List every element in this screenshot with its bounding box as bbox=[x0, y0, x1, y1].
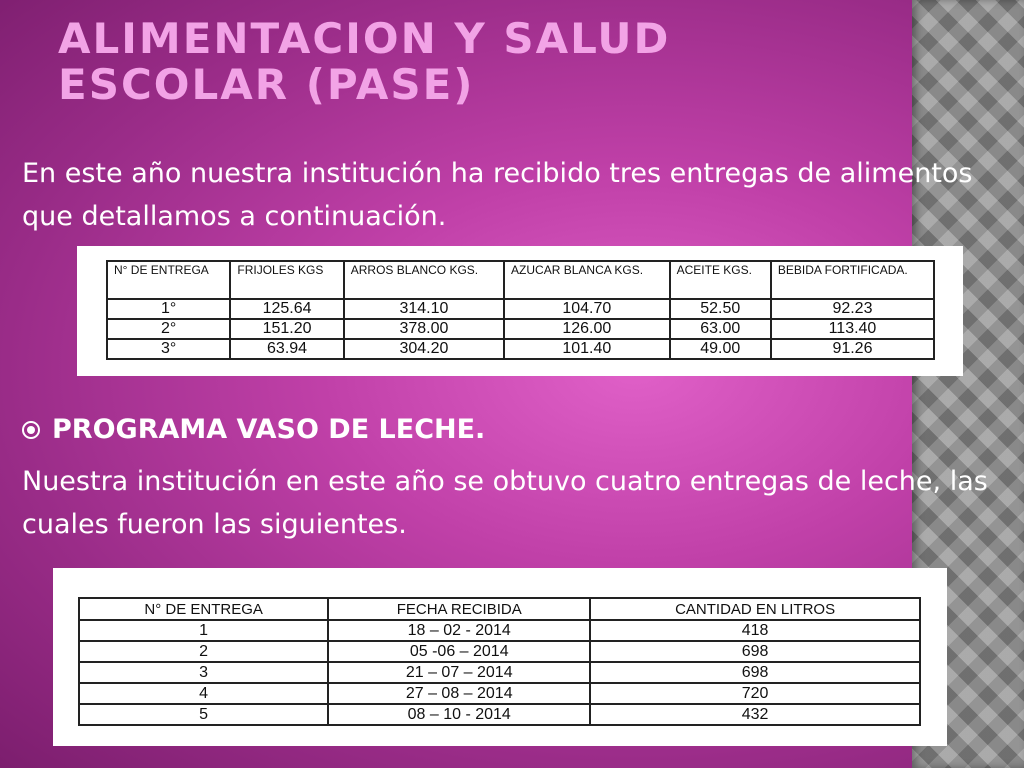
table-cell: 378.00 bbox=[344, 319, 504, 339]
column-header: CANTIDAD EN LITROS bbox=[590, 598, 920, 620]
program-paragraph: Nuestra institución en este año se obtuvo cuatro entregas de leche, las cuales fueron las siguientes. bbox=[22, 466, 988, 540]
table-cell: 1° bbox=[107, 299, 230, 319]
column-header: BEBIDA FORTIFICADA. bbox=[771, 261, 934, 299]
table-cell: 63.00 bbox=[670, 319, 771, 339]
table-cell: 91.26 bbox=[771, 339, 934, 359]
table-cell: 21 – 07 – 2014 bbox=[328, 662, 590, 683]
table-header-row bbox=[107, 261, 934, 299]
table-cell: 3 bbox=[79, 662, 328, 683]
table-cell: 314.10 bbox=[344, 299, 504, 319]
column-header: ARROS BLANCO KGS. bbox=[344, 261, 504, 299]
column-header: FRIJOLES KGS bbox=[230, 261, 343, 299]
page-title: ALIMENTACION Y SALUD ESCOLAR (PASE) bbox=[58, 14, 671, 109]
table-cell: 49.00 bbox=[670, 339, 771, 359]
food-table-panel bbox=[77, 246, 963, 376]
program-bullet-label: PROGRAMA VASO DE LECHE. bbox=[52, 414, 486, 445]
table-cell: 08 – 10 - 2014 bbox=[328, 704, 590, 725]
table-cell: 2° bbox=[107, 319, 230, 339]
table-row bbox=[79, 662, 920, 683]
table-cell: 151.20 bbox=[230, 319, 343, 339]
table-cell: 101.40 bbox=[504, 339, 670, 359]
column-header: N° DE ENTREGA bbox=[107, 261, 230, 299]
table-row bbox=[79, 683, 920, 704]
column-header: AZUCAR BLANCA KGS. bbox=[504, 261, 670, 299]
table-cell: 125.64 bbox=[230, 299, 343, 319]
table-cell: 432 bbox=[590, 704, 920, 725]
table-row bbox=[107, 339, 934, 359]
table-cell: 27 – 08 – 2014 bbox=[328, 683, 590, 704]
table-cell: 4 bbox=[79, 683, 328, 704]
radio-bullet-icon bbox=[22, 421, 40, 439]
table-row bbox=[79, 641, 920, 662]
table-cell: 52.50 bbox=[670, 299, 771, 319]
milk-table-panel bbox=[53, 568, 947, 746]
table-row bbox=[79, 704, 920, 725]
column-header: FECHA RECIBIDA bbox=[328, 598, 590, 620]
program-bullet bbox=[22, 408, 485, 451]
table-cell: 126.00 bbox=[504, 319, 670, 339]
table-cell: 698 bbox=[590, 662, 920, 683]
table-cell: 304.20 bbox=[344, 339, 504, 359]
table-cell: 113.40 bbox=[771, 319, 934, 339]
table-cell: 2 bbox=[79, 641, 328, 662]
column-header: N° DE ENTREGA bbox=[79, 598, 328, 620]
table-cell: 1 bbox=[79, 620, 328, 641]
table-cell: 18 – 02 - 2014 bbox=[328, 620, 590, 641]
table-cell: 63.94 bbox=[230, 339, 343, 359]
table-row bbox=[107, 319, 934, 339]
column-header: ACEITE KGS. bbox=[670, 261, 771, 299]
table-row bbox=[107, 299, 934, 319]
table-cell: 418 bbox=[590, 620, 920, 641]
table-cell: 92.23 bbox=[771, 299, 934, 319]
table-row bbox=[79, 620, 920, 641]
milk-deliveries-table bbox=[78, 597, 921, 726]
table-cell: 3° bbox=[107, 339, 230, 359]
table-header-row bbox=[79, 598, 920, 620]
table-cell: 104.70 bbox=[504, 299, 670, 319]
food-deliveries-table bbox=[106, 260, 935, 360]
table-cell: 05 -06 – 2014 bbox=[328, 641, 590, 662]
table-cell: 698 bbox=[590, 641, 920, 662]
table-cell: 5 bbox=[79, 704, 328, 725]
intro-paragraph: En este año nuestra institución ha recibido tres entregas de alimentos que detallamos a continuación. bbox=[22, 158, 973, 232]
table-cell: 720 bbox=[590, 683, 920, 704]
